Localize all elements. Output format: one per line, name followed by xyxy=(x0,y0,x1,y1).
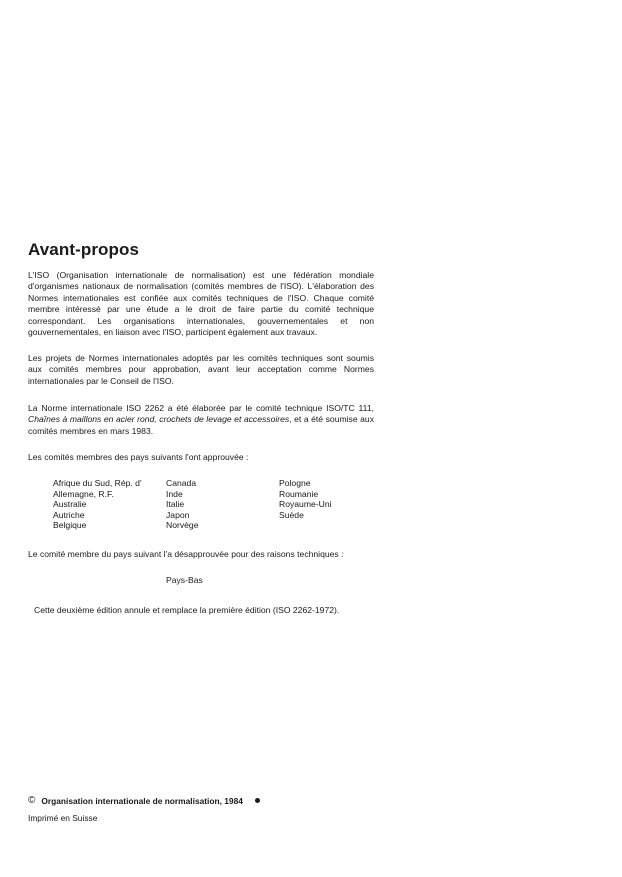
copyright-text: Organisation internationale de normalisation, 1984 xyxy=(41,795,243,806)
standard-origin-text-a: La Norme internationale ISO 2262 a été élaborée par le comité technique ISO/TC 111, xyxy=(28,403,374,413)
approving-countries-column-3 xyxy=(279,478,332,520)
copyright-icon: © xyxy=(28,795,36,806)
country-item: Autriche xyxy=(53,509,85,520)
page-title: Avant-propos xyxy=(28,240,140,259)
committee-title: Chaînes à maillons en acier rond, crochets de levage et accessoires xyxy=(28,414,290,425)
standard-origin-text-b: , et a été soumise aux comités membres en mars 1983. xyxy=(28,414,374,436)
country-item: Royaume-Uni xyxy=(279,499,332,510)
printed-in: Imprimé en Suisse xyxy=(28,813,98,823)
country-item: Belgique xyxy=(53,520,87,531)
disapproving-country: Pays-Bas xyxy=(166,575,203,585)
country-item: Canada xyxy=(166,478,197,488)
copyright-line xyxy=(28,795,260,806)
edition-note: Cette deuxième édition annule et remplace la première édition (ISO 2262-1972). xyxy=(34,605,340,615)
approval-process-paragraph: Les projets de Normes internationales adoptés par les comités techniques sont soumis aux comités membres pour approbation, avant leur acceptation comme Normes internationales par le Conseil de l'ISO. xyxy=(28,353,374,386)
country-item: Suède xyxy=(279,509,304,520)
approving-countries-column-2 xyxy=(166,478,198,531)
intro-paragraph: L'ISO (Organisation internationale de normalisation) est une fédération mondiale d'organismes nationaux de normalisation (comités membres de l'ISO). L'élaboration des Normes internationales est confiée aux comités techniques de l'ISO. Chaque comité membre intéressé par une étude a le droit de faire partie du comité technique correspondant. Les organisations internationales, gouvernementales et non gouvernementales, en liaison avec l'ISO, participent également aux travaux. xyxy=(28,270,374,338)
country-item: Italie xyxy=(166,499,185,510)
country-item: Australie xyxy=(53,499,87,510)
country-item: Norvège xyxy=(166,520,199,531)
country-item: Afrique du Sud, Rép. d' xyxy=(53,478,142,488)
country-item: Roumanie xyxy=(279,488,319,499)
bullet-icon xyxy=(255,798,260,803)
country-item: Japon xyxy=(166,509,190,520)
country-item: Pologne xyxy=(279,478,311,488)
disapproval-intro: Le comité membre du pays suivant l'a désapprouvée pour des raisons techniques : xyxy=(28,549,344,559)
country-item: Inde xyxy=(166,488,183,499)
country-item: Allemagne, R.F. xyxy=(53,488,114,499)
approving-countries-column-1 xyxy=(53,478,142,531)
standard-origin-paragraph xyxy=(28,403,374,437)
approval-intro: Les comités membres des pays suivants l'ont approuvée : xyxy=(28,452,249,462)
